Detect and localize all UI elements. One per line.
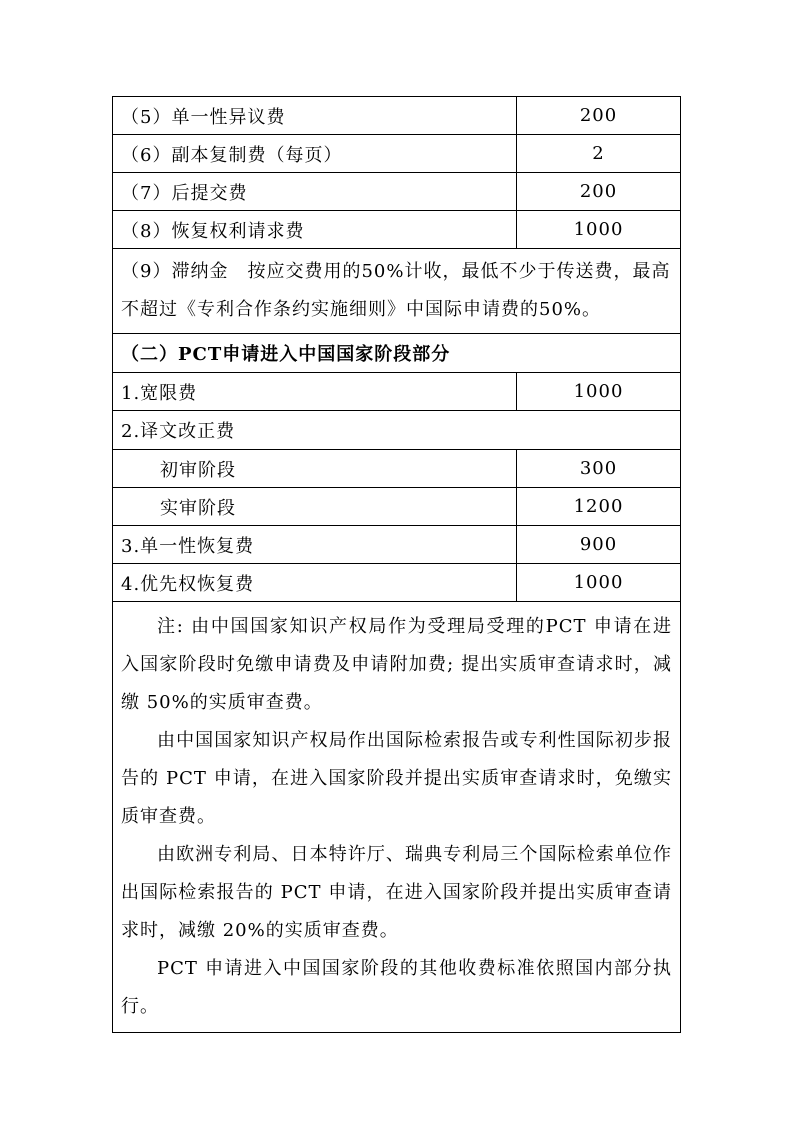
fee-table (112, 96, 681, 1033)
fee-value: 1000 (573, 219, 624, 240)
fee-sub-label: 初审阶段 (113, 450, 517, 487)
table-row (113, 526, 680, 564)
fee-label: （5）单一性异议费 (113, 97, 517, 134)
fee-value: 200 (579, 181, 618, 202)
notes-block (113, 602, 680, 1032)
fee-value: 1200 (573, 496, 624, 517)
late-fee-line-2: 不超过《专利合作条约实施细则》中国际申请费的50%。 (121, 299, 602, 320)
table-row (113, 173, 680, 211)
table-row (113, 373, 680, 411)
note-paragraph: PCT 申请进入中国国家阶段的其他收费标准依照国内部分执行。 (121, 958, 672, 1017)
fee-value: 1000 (573, 381, 624, 402)
note-paragraph: 由中国国家知识产权局作出国际检索报告或专利性国际初步报告的 PCT 申请，在进入国家阶段并提出实质审查请求时，免缴实质审查费。 (121, 730, 672, 827)
fee-label: 4.优先权恢复费 (113, 564, 517, 601)
fee-value: 300 (579, 458, 618, 479)
fee-value: 1000 (573, 572, 624, 593)
fee-label: 2.译文改正费 (121, 421, 236, 442)
fee-value: 200 (579, 105, 618, 126)
fee-label: （7）后提交费 (113, 173, 517, 210)
table-row (113, 97, 680, 135)
fee-value: 900 (579, 534, 618, 555)
fee-label: （8）恢复权利请求费 (113, 211, 517, 248)
late-fee-row (113, 249, 680, 334)
table-row (113, 411, 680, 450)
table-row (113, 450, 680, 488)
note-paragraph: 由欧洲专利局、日本特许厅、瑞典专利局三个国际检索单位作出国际检索报告的 PCT 申请，在进入国家阶段并提出实质审查请求时，减缴 20%的实质审查费。 (121, 844, 672, 941)
fee-label: 1.宽限费 (113, 373, 517, 410)
section-heading-row (113, 334, 680, 373)
note-paragraph: 注: 由中国国家知识产权局作为受理局受理的PCT 申请在进入国家阶段时免缴申请费及申请附加费; 提出实质审查请求时，减缴 50%的实质审查费。 (121, 616, 672, 713)
section-heading: （二）PCT申请进入中国国家阶段部分 (121, 344, 451, 365)
notes-row (113, 602, 680, 1032)
fee-label: （6）副本复制费（每页） (113, 135, 517, 172)
table-row (113, 564, 680, 602)
fee-value: 2 (592, 143, 605, 164)
table-row (113, 488, 680, 526)
table-row (113, 211, 680, 249)
fee-sub-label: 实审阶段 (113, 488, 517, 525)
late-fee-line-1: （9）滞纳金 按应交费用的50%计收，最低不少于传送费，最高 (121, 261, 671, 282)
late-fee-text (113, 249, 680, 333)
table-row (113, 135, 680, 173)
fee-label: 3.单一性恢复费 (113, 526, 517, 563)
